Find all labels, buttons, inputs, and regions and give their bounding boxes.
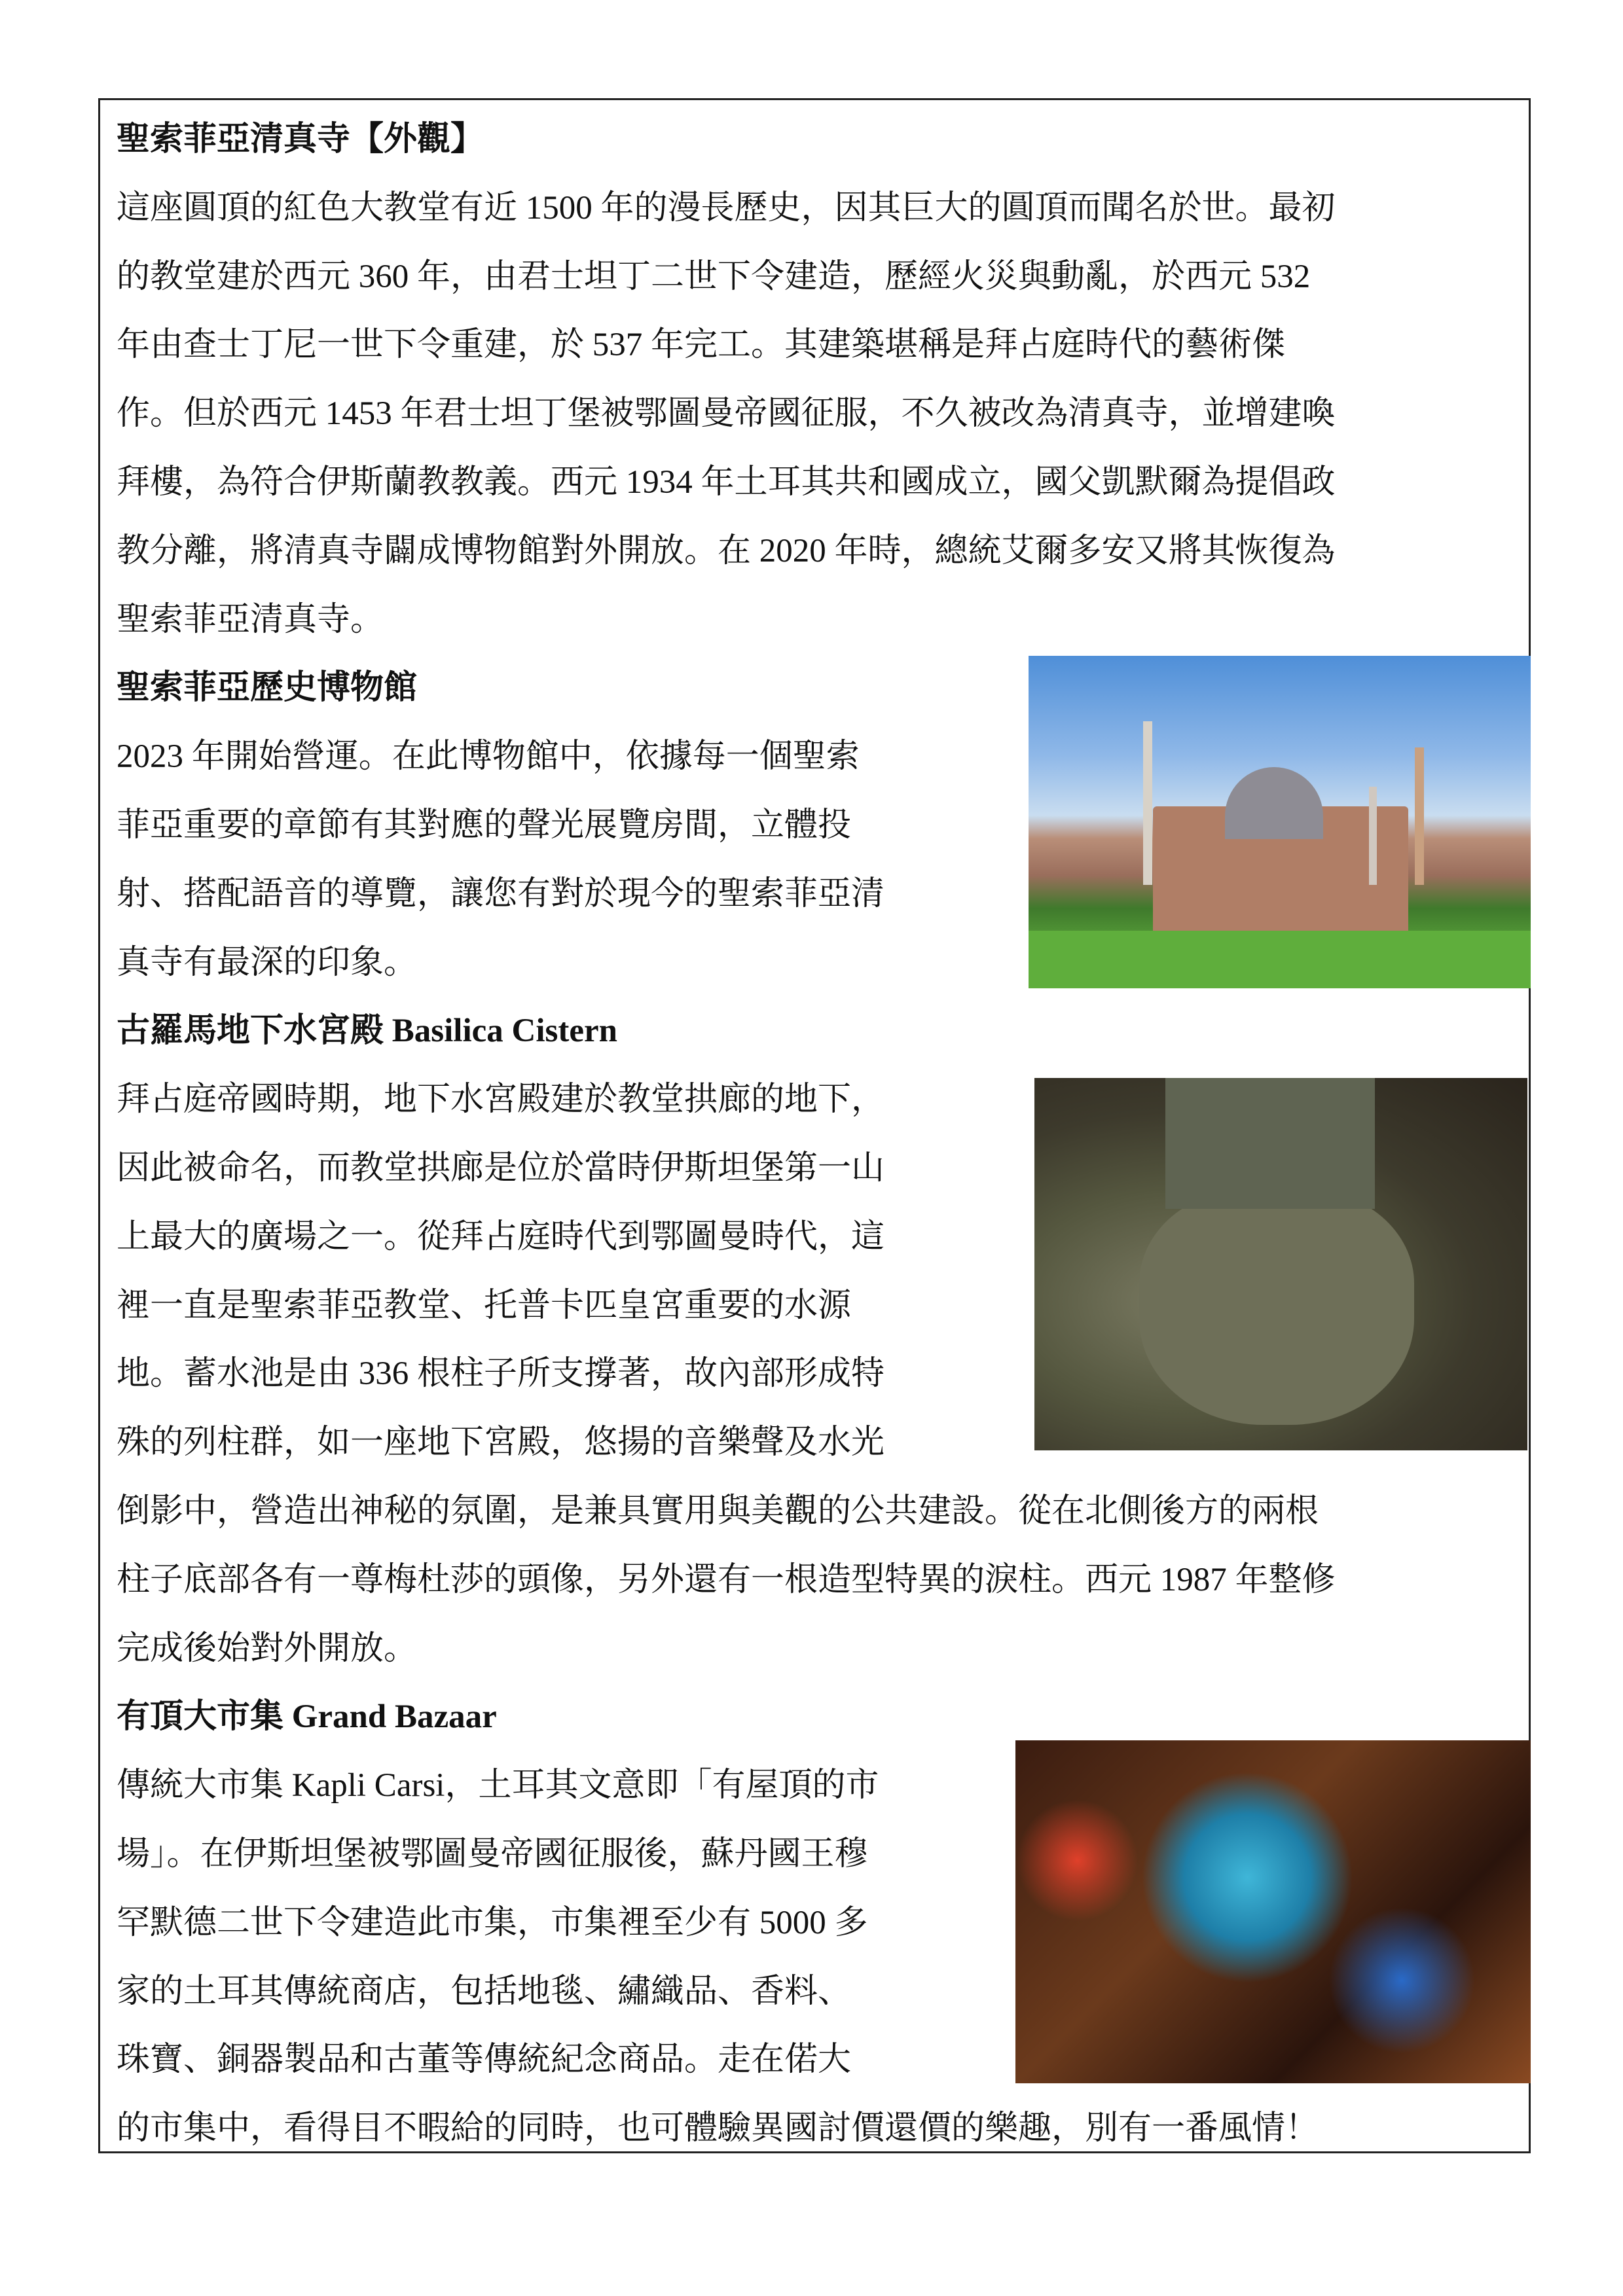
basilica-cistern-paragraph-line: 地。蓄水池是由 336 根柱子所支撐著，故內部形成特 bbox=[117, 1355, 885, 1393]
basilica-cistern-paragraph-line: 柱子底部各有一尊梅杜莎的頭像，另外還有一根造型特異的淚柱。西元 1987 年整修 bbox=[117, 1561, 1336, 1598]
hagia-sophia-museum-heading: 聖索菲亞歷史博物館 bbox=[117, 670, 418, 707]
hagia-sophia-museum-paragraph-line: 菲亞重要的章節有其對應的聲光展覽房間，立體投 bbox=[117, 807, 852, 844]
grand-bazaar-paragraph-line: 罕默德二世下令建造此市集，市集裡至少有 5000 多 bbox=[117, 1904, 868, 1941]
grand-bazaar-paragraph-line: 傳統大市集 Kapli Carsi，土耳其文意即「有屋頂的市 bbox=[117, 1767, 879, 1804]
basilica-cistern-paragraph-line: 上最大的廣場之一。從拜占庭時代到鄂圖曼時代，這 bbox=[117, 1218, 885, 1255]
hagia-sophia-exterior-paragraph-line: 的教堂建於西元 360 年，由君士坦丁二世下令建造，歷經火災與動亂，於西元 532 bbox=[117, 258, 1311, 295]
hagia-sophia-exterior-paragraph-line: 作。但於西元 1453 年君士坦丁堡被鄂圖曼帝國征服，不久被改為清真寺，並增建喚 bbox=[117, 395, 1336, 433]
basilica-cistern-paragraph-line: 裡一直是聖索菲亞教堂、托普卡匹皇宮重要的水源 bbox=[117, 1287, 852, 1324]
hagia-sophia-exterior-paragraph-line: 拜樓，為符合伊斯蘭教教義。西元 1934 年土耳其共和國成立，國父凱默爾為提倡政 bbox=[117, 464, 1336, 501]
hagia-sophia-museum-paragraph-line: 2023 年開始營運。在此博物館中，依據每一個聖索 bbox=[117, 738, 860, 776]
hagia-sophia-exterior-heading: 聖索菲亞清真寺【外觀】 bbox=[117, 121, 484, 158]
basilica-cistern-paragraph-line: 拜占庭帝國時期，地下水宮殿建於教堂拱廊的地下， bbox=[117, 1081, 885, 1119]
grand-bazaar-heading: 有頂大市集 Grand Bazaar bbox=[117, 1698, 497, 1736]
basilica-cistern-paragraph-line: 完成後始對外開放。 bbox=[117, 1630, 418, 1667]
basilica-cistern-paragraph-line: 倒影中，營造出神秘的氛圍，是兼具實用與美觀的公共建設。從在北側後方的兩根 bbox=[117, 1493, 1319, 1530]
grand-bazaar-paragraph-line: 的市集中，看得目不暇給的同時，也可體驗異國討價還價的樂趣，別有一番風情！ bbox=[117, 2110, 1319, 2147]
basilica-cistern-heading: 古羅馬地下水宮殿 Basilica Cistern bbox=[117, 1013, 617, 1050]
hagia-sophia-photo bbox=[1029, 656, 1531, 988]
hagia-sophia-exterior-paragraph-line: 年由查士丁尼一世下令重建，於 537 年完工。其建築堪稱是拜占庭時代的藝術傑 bbox=[117, 327, 1286, 364]
medusa-head-photo bbox=[1034, 1078, 1527, 1450]
grand-bazaar-paragraph-line: 珠寶、銅器製品和古董等傳統紀念商品。走在偌大 bbox=[117, 2041, 852, 2079]
hagia-sophia-museum-paragraph-line: 真寺有最深的印象。 bbox=[117, 944, 418, 981]
basilica-cistern-paragraph-line: 因此被命名，而教堂拱廊是位於當時伊斯坦堡第一山 bbox=[117, 1150, 885, 1187]
basilica-cistern-paragraph-line: 殊的列柱群，如一座地下宮殿，悠揚的音樂聲及水光 bbox=[117, 1424, 885, 1462]
hagia-sophia-exterior-paragraph-line: 這座圓頂的紅色大教堂有近 1500 年的漫長歷史，因其巨大的圓頂而聞名於世。最初 bbox=[117, 189, 1336, 226]
hagia-sophia-exterior-paragraph-line: 教分離，將清真寺闢成博物館對外開放。在 2020 年時，總統艾爾多安又將其恢復為 bbox=[117, 532, 1336, 569]
hagia-sophia-museum-paragraph-line: 射、搭配語音的導覽，讓您有對於現今的聖索菲亞清 bbox=[117, 875, 885, 912]
grand-bazaar-paragraph-line: 場」。在伊斯坦堡被鄂圖曼帝國征服後，蘇丹國王穆 bbox=[117, 1836, 868, 1873]
grand-bazaar-paragraph-line: 家的土耳其傳統商店，包括地毯、繡織品、香料、 bbox=[117, 1973, 852, 2010]
hagia-sophia-exterior-paragraph-line: 聖索菲亞清真寺。 bbox=[117, 601, 384, 638]
grand-bazaar-lamps-photo bbox=[1015, 1740, 1531, 2083]
